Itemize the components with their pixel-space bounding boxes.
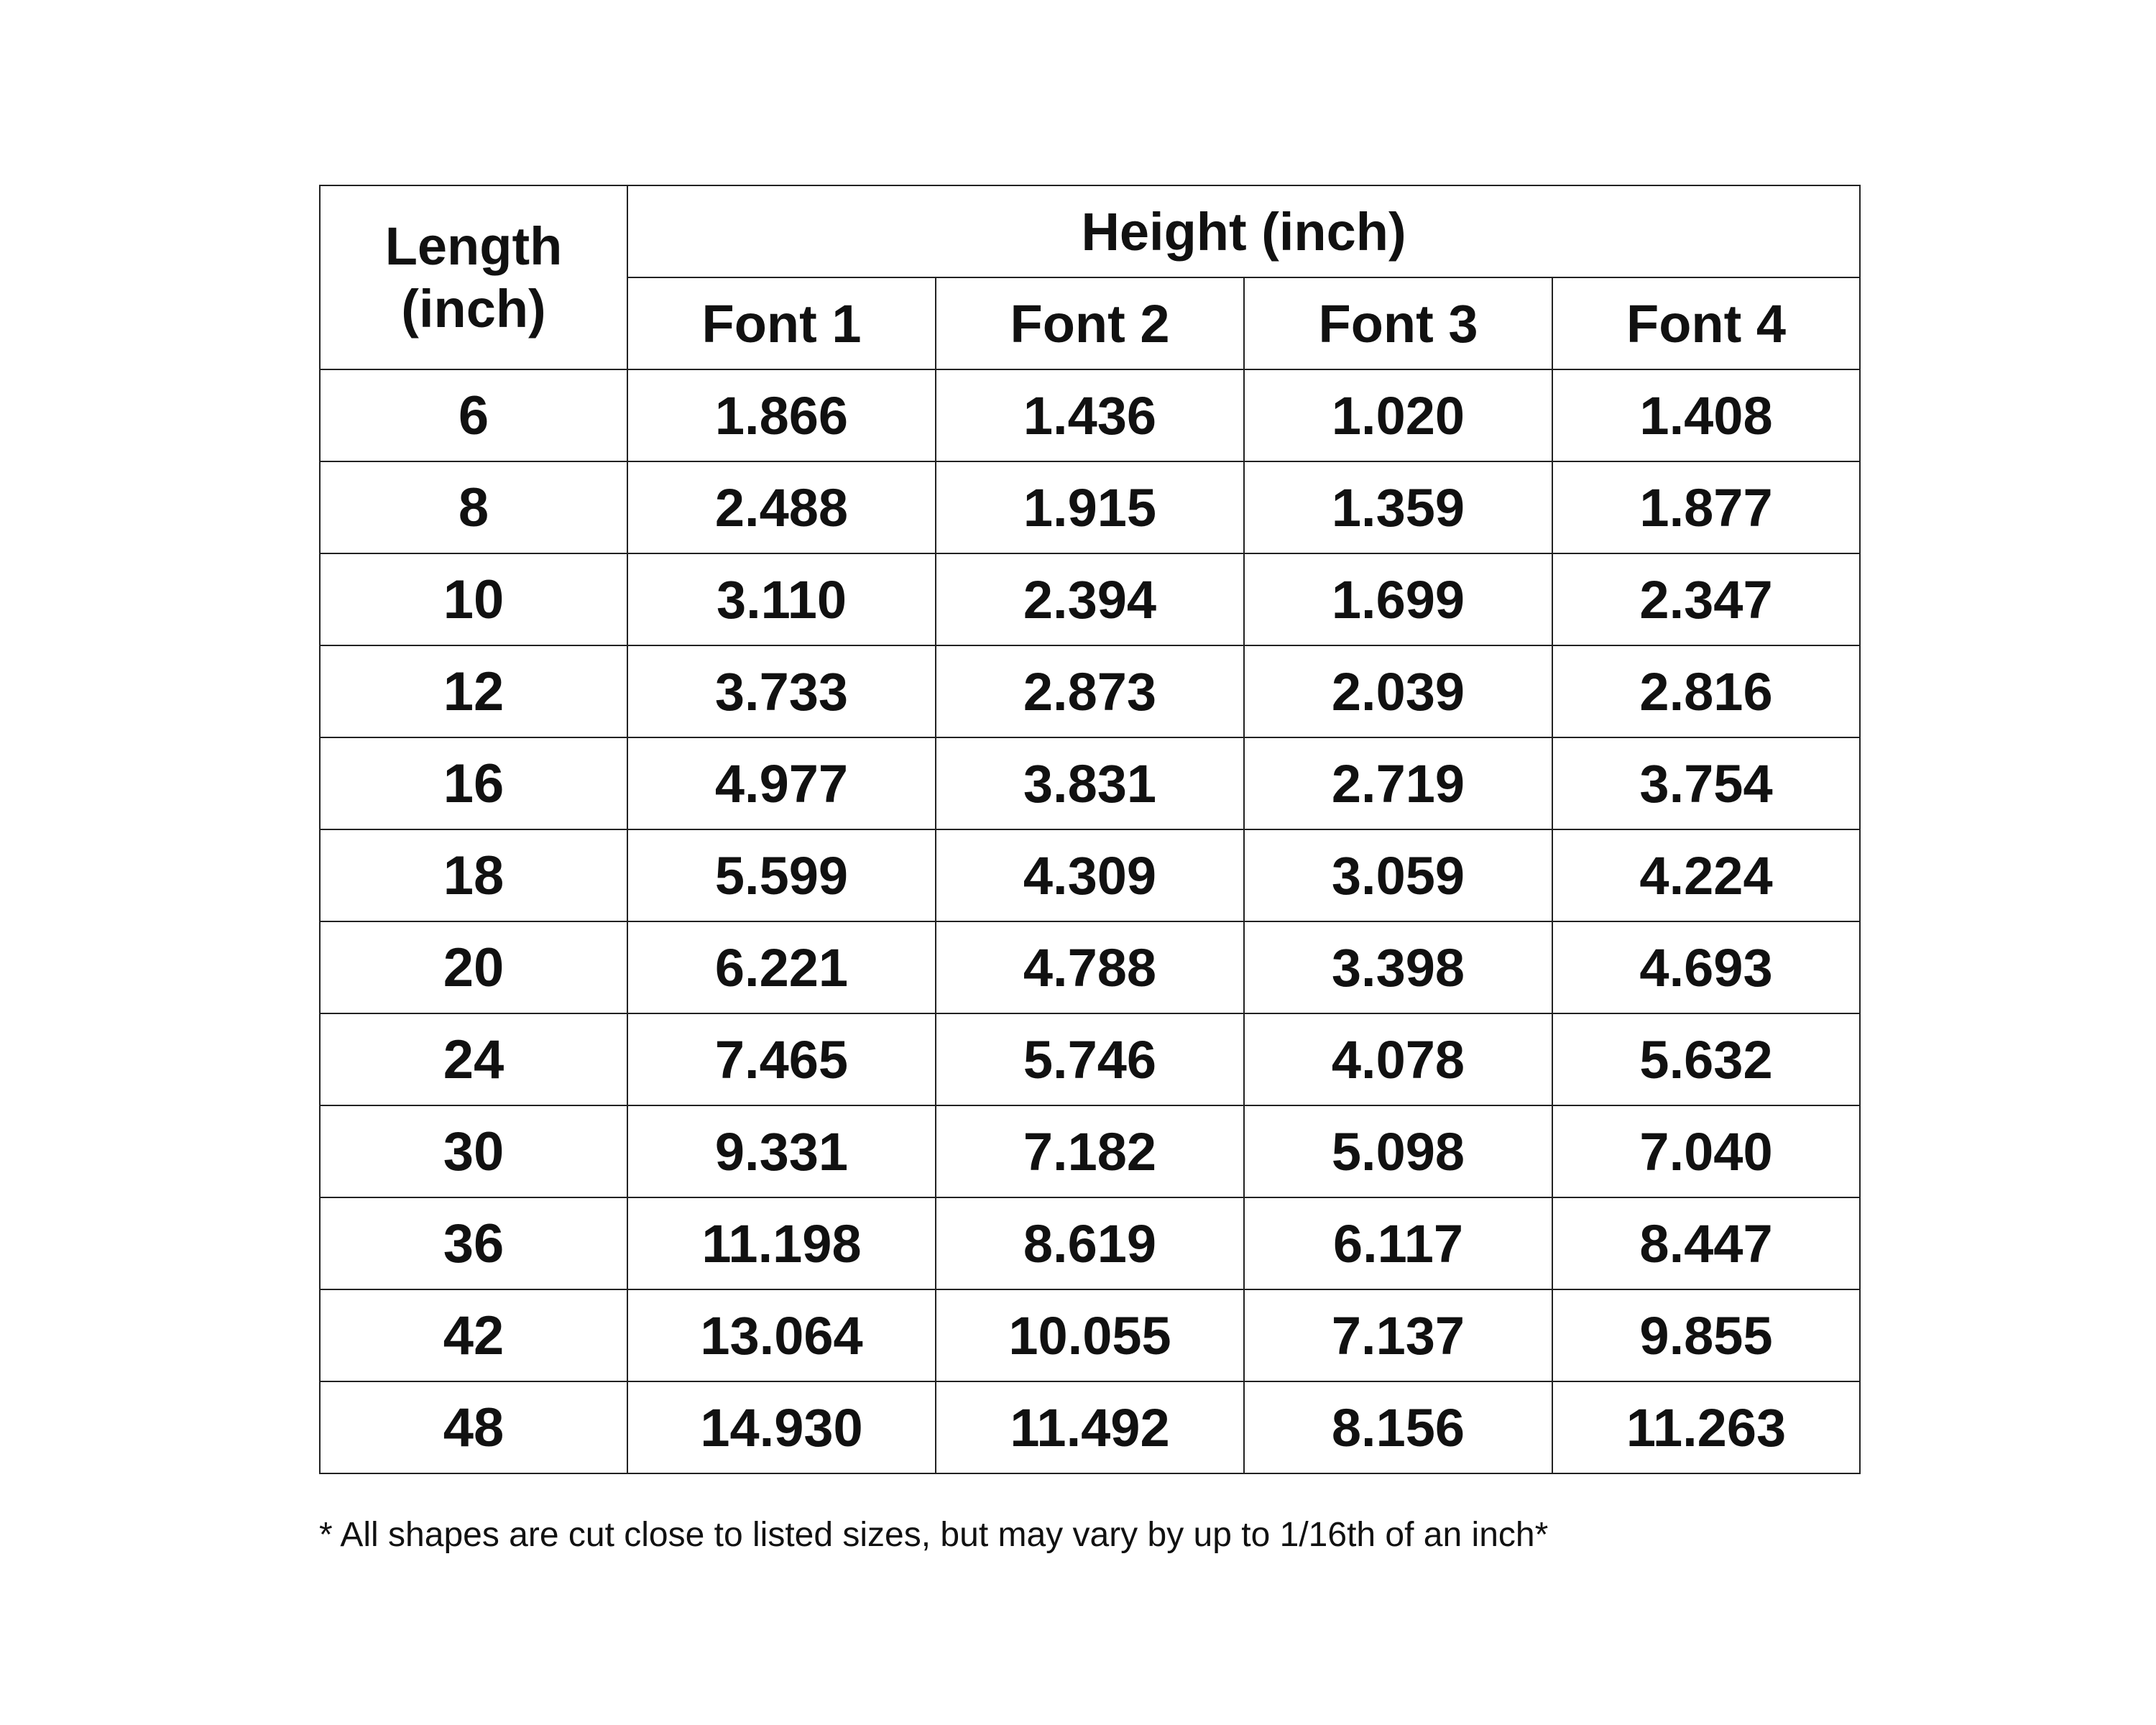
size-chart-table <box>319 185 1861 1474</box>
height-cell-font-4: 2.816 <box>1552 645 1860 737</box>
table-row <box>320 461 1860 553</box>
table-row <box>320 1197 1860 1289</box>
length-header-line-1: Length <box>384 216 563 276</box>
height-cell-font-3: 1.699 <box>1244 553 1552 645</box>
table-row <box>320 553 1860 645</box>
height-cell-font-3: 3.059 <box>1244 829 1552 921</box>
height-cell-font-2: 10.055 <box>936 1289 1244 1381</box>
length-cell: 36 <box>320 1197 627 1289</box>
height-cell-font-1: 14.930 <box>627 1381 936 1473</box>
table-row <box>320 645 1860 737</box>
height-cell-font-1: 3.110 <box>627 553 936 645</box>
height-cell-font-1: 2.488 <box>627 461 936 553</box>
table-row <box>320 1105 1860 1197</box>
font-2-header: Font 2 <box>936 277 1244 369</box>
height-cell-font-1: 4.977 <box>627 737 936 829</box>
length-cell: 24 <box>320 1013 627 1105</box>
height-cell-font-1: 9.331 <box>627 1105 936 1197</box>
height-cell-font-2: 1.436 <box>936 369 1244 461</box>
height-cell-font-3: 2.719 <box>1244 737 1552 829</box>
height-cell-font-1: 1.866 <box>627 369 936 461</box>
height-cell-font-3: 5.098 <box>1244 1105 1552 1197</box>
table-row <box>320 1381 1860 1473</box>
height-cell-font-1: 5.599 <box>627 829 936 921</box>
height-cell-font-3: 7.137 <box>1244 1289 1552 1381</box>
length-cell: 30 <box>320 1105 627 1197</box>
height-cell-font-4: 4.224 <box>1552 829 1860 921</box>
height-cell-font-3: 6.117 <box>1244 1197 1552 1289</box>
length-cell: 8 <box>320 461 627 553</box>
table-row <box>320 1289 1860 1381</box>
height-cell-font-4: 11.263 <box>1552 1381 1860 1473</box>
height-cell-font-1: 11.198 <box>627 1197 936 1289</box>
table-row <box>320 1013 1860 1105</box>
height-cell-font-3: 1.020 <box>1244 369 1552 461</box>
height-cell-font-2: 2.394 <box>936 553 1244 645</box>
height-cell-font-4: 9.855 <box>1552 1289 1860 1381</box>
height-cell-font-1: 13.064 <box>627 1289 936 1381</box>
height-cell-font-2: 7.182 <box>936 1105 1244 1197</box>
height-cell-font-4: 7.040 <box>1552 1105 1860 1197</box>
height-cell-font-2: 5.746 <box>936 1013 1244 1105</box>
height-cell-font-4: 8.447 <box>1552 1197 1860 1289</box>
table-body <box>320 369 1860 1473</box>
height-group-header: Height (inch) <box>627 185 1860 277</box>
font-3-header: Font 3 <box>1244 277 1552 369</box>
length-cell: 18 <box>320 829 627 921</box>
height-cell-font-2: 2.873 <box>936 645 1244 737</box>
height-cell-font-2: 11.492 <box>936 1381 1244 1473</box>
height-cell-font-2: 3.831 <box>936 737 1244 829</box>
height-cell-font-3: 3.398 <box>1244 921 1552 1013</box>
height-cell-font-3: 8.156 <box>1244 1381 1552 1473</box>
font-1-header: Font 1 <box>627 277 936 369</box>
length-cell: 20 <box>320 921 627 1013</box>
font-4-header: Font 4 <box>1552 277 1860 369</box>
height-cell-font-3: 2.039 <box>1244 645 1552 737</box>
table-row <box>320 829 1860 921</box>
table-row <box>320 369 1860 461</box>
height-cell-font-2: 1.915 <box>936 461 1244 553</box>
height-cell-font-4: 3.754 <box>1552 737 1860 829</box>
table-row <box>320 737 1860 829</box>
length-cell: 48 <box>320 1381 627 1473</box>
length-header-line-2: (inch) <box>401 279 546 339</box>
footnote: * All shapes are cut close to listed sizes, but may vary by up to 1/16th of an inch* <box>319 1516 1549 1554</box>
length-cell: 6 <box>320 369 627 461</box>
height-cell-font-1: 3.733 <box>627 645 936 737</box>
height-cell-font-2: 4.788 <box>936 921 1244 1013</box>
height-cell-font-4: 4.693 <box>1552 921 1860 1013</box>
length-cell: 10 <box>320 553 627 645</box>
height-cell-font-4: 5.632 <box>1552 1013 1860 1105</box>
height-cell-font-4: 1.877 <box>1552 461 1860 553</box>
height-cell-font-2: 4.309 <box>936 829 1244 921</box>
length-cell: 42 <box>320 1289 627 1381</box>
height-cell-font-1: 7.465 <box>627 1013 936 1105</box>
height-cell-font-3: 1.359 <box>1244 461 1552 553</box>
height-cell-font-3: 4.078 <box>1244 1013 1552 1105</box>
height-cell-font-4: 1.408 <box>1552 369 1860 461</box>
length-cell: 16 <box>320 737 627 829</box>
height-cell-font-4: 2.347 <box>1552 553 1860 645</box>
height-cell-font-2: 8.619 <box>936 1197 1244 1289</box>
length-cell: 12 <box>320 645 627 737</box>
length-column-header <box>320 185 627 369</box>
table-row <box>320 921 1860 1013</box>
height-cell-font-1: 6.221 <box>627 921 936 1013</box>
